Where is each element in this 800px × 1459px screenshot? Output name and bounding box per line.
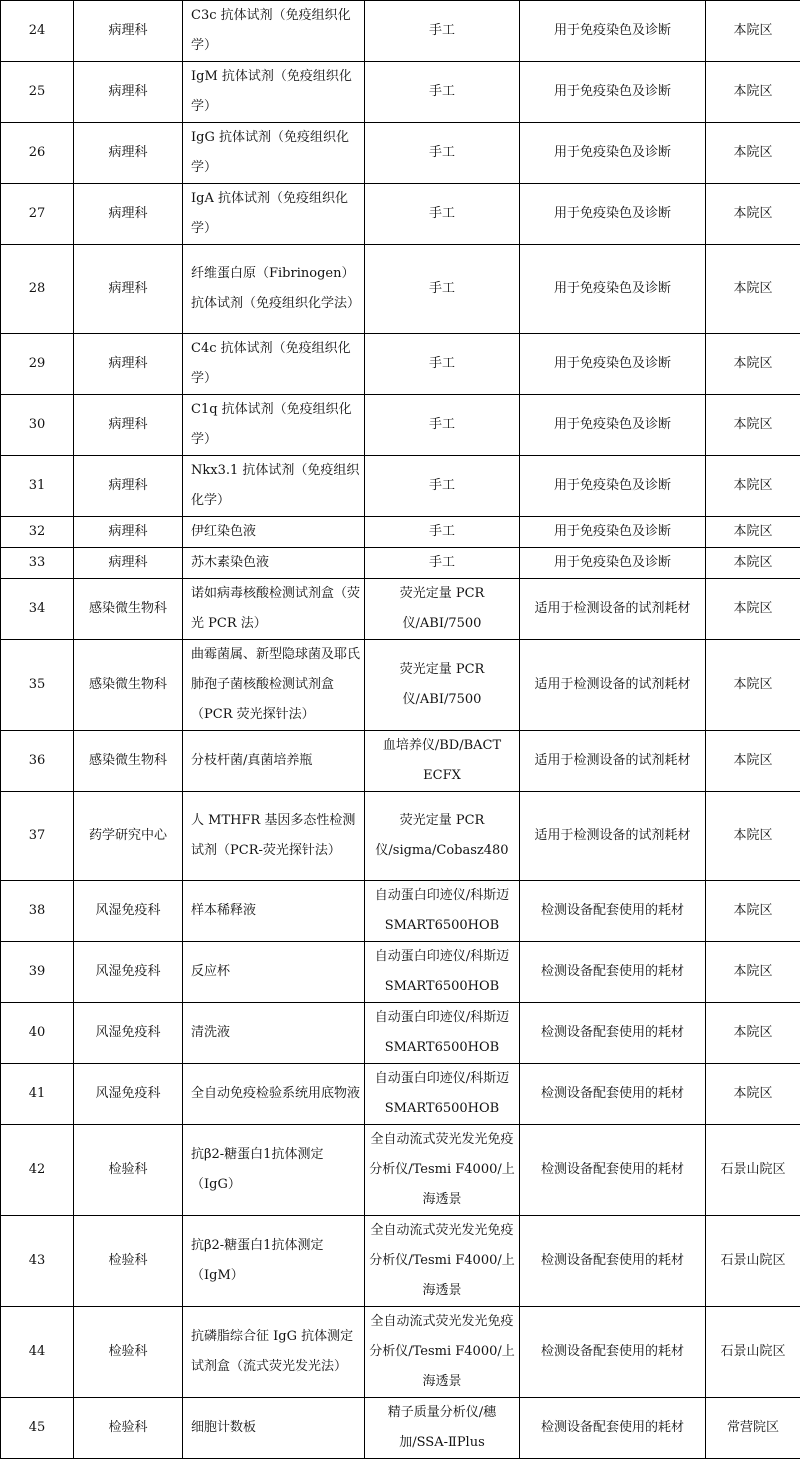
campus-cell: 本院区	[706, 1003, 800, 1064]
usage-cell: 用于免疫染色及诊断	[520, 62, 706, 123]
campus-cell: 本院区	[706, 548, 800, 579]
table-row	[1, 548, 800, 579]
campus-cell: 石景山院区	[706, 1125, 800, 1216]
method-instrument-cell: 手工	[365, 123, 520, 184]
usage-cell: 用于免疫染色及诊断	[520, 245, 706, 334]
campus-cell: 石景山院区	[706, 1216, 800, 1307]
method-instrument-cell: 手工	[365, 395, 520, 456]
row-number-cell: 32	[1, 517, 74, 548]
campus-cell: 本院区	[706, 395, 800, 456]
row-number-cell: 40	[1, 1003, 74, 1064]
usage-cell: 检测设备配套使用的耗材	[520, 881, 706, 942]
method-instrument-cell: 荧光定量 PCR 仪/sigma/Cobasz480	[365, 792, 520, 881]
usage-cell: 检测设备配套使用的耗材	[520, 1216, 706, 1307]
table-row	[1, 881, 800, 942]
campus-cell: 本院区	[706, 881, 800, 942]
reagent-name-cell: 抗β2-糖蛋白1抗体测定（IgM）	[183, 1216, 365, 1307]
reagent-name-cell: 清洗液	[183, 1003, 365, 1064]
reagent-name-cell: IgG 抗体试剂（免疫组织化学）	[183, 123, 365, 184]
table-row	[1, 517, 800, 548]
campus-cell: 本院区	[706, 184, 800, 245]
usage-cell: 检测设备配套使用的耗材	[520, 1064, 706, 1125]
reagent-name-cell: 全自动免疫检验系统用底物液	[183, 1064, 365, 1125]
campus-cell: 本院区	[706, 334, 800, 395]
usage-cell: 用于免疫染色及诊断	[520, 517, 706, 548]
campus-cell: 本院区	[706, 579, 800, 640]
table-row	[1, 184, 800, 245]
department-cell: 风湿免疫科	[74, 881, 183, 942]
campus-cell: 本院区	[706, 792, 800, 881]
campus-cell: 本院区	[706, 942, 800, 1003]
row-number-cell: 24	[1, 1, 74, 62]
reagent-name-cell: 细胞计数板	[183, 1398, 365, 1459]
usage-cell: 适用于检测设备的试剂耗材	[520, 579, 706, 640]
usage-cell: 检测设备配套使用的耗材	[520, 1125, 706, 1216]
method-instrument-cell: 全自动流式荧光发光免疫分析仪/Tesmi F4000/上海透景	[365, 1307, 520, 1398]
table-row	[1, 1307, 800, 1398]
table-row	[1, 1064, 800, 1125]
reagent-name-cell: 纤维蛋白原（Fibrinogen）抗体试剂（免疫组织化学法）	[183, 245, 365, 334]
reagent-name-cell: C3c 抗体试剂（免疫组织化学）	[183, 1, 365, 62]
method-instrument-cell: 手工	[365, 548, 520, 579]
department-cell: 风湿免疫科	[74, 1003, 183, 1064]
department-cell: 病理科	[74, 1, 183, 62]
department-cell: 风湿免疫科	[74, 1064, 183, 1125]
row-number-cell: 33	[1, 548, 74, 579]
row-number-cell: 45	[1, 1398, 74, 1459]
method-instrument-cell: 自动蛋白印迹仪/科斯迈 SMART6500HOB	[365, 881, 520, 942]
table-row	[1, 731, 800, 792]
method-instrument-cell: 手工	[365, 184, 520, 245]
reagent-name-cell: IgM 抗体试剂（免疫组织化学）	[183, 62, 365, 123]
department-cell: 感染微生物科	[74, 640, 183, 731]
reagent-name-cell: C1q 抗体试剂（免疫组织化学）	[183, 395, 365, 456]
row-number-cell: 38	[1, 881, 74, 942]
reagent-name-cell: 人 MTHFR 基因多态性检测试剂（PCR-荧光探针法）	[183, 792, 365, 881]
reagent-name-cell: 抗磷脂综合征 IgG 抗体测定试剂盒（流式荧光发光法）	[183, 1307, 365, 1398]
department-cell: 病理科	[74, 334, 183, 395]
method-instrument-cell: 手工	[365, 456, 520, 517]
method-instrument-cell: 荧光定量 PCR 仪/ABI/7500	[365, 579, 520, 640]
department-cell: 检验科	[74, 1398, 183, 1459]
usage-cell: 用于免疫染色及诊断	[520, 456, 706, 517]
usage-cell: 用于免疫染色及诊断	[520, 334, 706, 395]
department-cell: 药学研究中心	[74, 792, 183, 881]
reagent-name-cell: 样本稀释液	[183, 881, 365, 942]
table-row	[1, 1125, 800, 1216]
department-cell: 感染微生物科	[74, 579, 183, 640]
method-instrument-cell: 手工	[365, 517, 520, 548]
campus-cell: 石景山院区	[706, 1307, 800, 1398]
department-cell: 病理科	[74, 548, 183, 579]
campus-cell: 本院区	[706, 245, 800, 334]
table-row	[1, 1216, 800, 1307]
row-number-cell: 27	[1, 184, 74, 245]
department-cell: 检验科	[74, 1125, 183, 1216]
department-cell: 病理科	[74, 62, 183, 123]
usage-cell: 适用于检测设备的试剂耗材	[520, 731, 706, 792]
table-row	[1, 1003, 800, 1064]
campus-cell: 本院区	[706, 1, 800, 62]
table-row	[1, 245, 800, 334]
table-row	[1, 942, 800, 1003]
campus-cell: 本院区	[706, 517, 800, 548]
campus-cell: 本院区	[706, 123, 800, 184]
method-instrument-cell: 全自动流式荧光发光免疫分析仪/Tesmi F4000/上海透景	[365, 1216, 520, 1307]
method-instrument-cell: 手工	[365, 62, 520, 123]
row-number-cell: 41	[1, 1064, 74, 1125]
table-row	[1, 1, 800, 62]
method-instrument-cell: 手工	[365, 334, 520, 395]
table-row	[1, 123, 800, 184]
department-cell: 病理科	[74, 184, 183, 245]
campus-cell: 本院区	[706, 731, 800, 792]
table-row	[1, 334, 800, 395]
campus-cell: 本院区	[706, 1064, 800, 1125]
table-row	[1, 456, 800, 517]
row-number-cell: 28	[1, 245, 74, 334]
table-row	[1, 62, 800, 123]
method-instrument-cell: 全自动流式荧光发光免疫分析仪/Tesmi F4000/上海透景	[365, 1125, 520, 1216]
department-cell: 检验科	[74, 1216, 183, 1307]
usage-cell: 用于免疫染色及诊断	[520, 184, 706, 245]
row-number-cell: 44	[1, 1307, 74, 1398]
usage-cell: 用于免疫染色及诊断	[520, 123, 706, 184]
department-cell: 检验科	[74, 1307, 183, 1398]
department-cell: 风湿免疫科	[74, 942, 183, 1003]
usage-cell: 检测设备配套使用的耗材	[520, 1003, 706, 1064]
table-row	[1, 640, 800, 731]
reagent-name-cell: C4c 抗体试剂（免疫组织化学）	[183, 334, 365, 395]
method-instrument-cell: 荧光定量 PCR 仪/ABI/7500	[365, 640, 520, 731]
row-number-cell: 43	[1, 1216, 74, 1307]
row-number-cell: 39	[1, 942, 74, 1003]
reagent-name-cell: 曲霉菌属、新型隐球菌及耶氏肺孢子菌核酸检测试剂盒（PCR 荧光探针法）	[183, 640, 365, 731]
department-cell: 病理科	[74, 517, 183, 548]
method-instrument-cell: 血培养仪/BD/BACT ECFX	[365, 731, 520, 792]
row-number-cell: 35	[1, 640, 74, 731]
row-number-cell: 42	[1, 1125, 74, 1216]
method-instrument-cell: 自动蛋白印迹仪/科斯迈 SMART6500HOB	[365, 942, 520, 1003]
method-instrument-cell: 自动蛋白印迹仪/科斯迈 SMART6500HOB	[365, 1003, 520, 1064]
row-number-cell: 37	[1, 792, 74, 881]
usage-cell: 检测设备配套使用的耗材	[520, 942, 706, 1003]
reagent-name-cell: 抗β2-糖蛋白1抗体测定（IgG）	[183, 1125, 365, 1216]
usage-cell: 适用于检测设备的试剂耗材	[520, 640, 706, 731]
campus-cell: 本院区	[706, 62, 800, 123]
row-number-cell: 36	[1, 731, 74, 792]
department-cell: 病理科	[74, 123, 183, 184]
usage-cell: 适用于检测设备的试剂耗材	[520, 792, 706, 881]
table-row	[1, 792, 800, 881]
table-row	[1, 395, 800, 456]
method-instrument-cell: 精子质量分析仪/穗加/SSA-ⅡPlus	[365, 1398, 520, 1459]
department-cell: 病理科	[74, 395, 183, 456]
usage-cell: 检测设备配套使用的耗材	[520, 1398, 706, 1459]
usage-cell: 检测设备配套使用的耗材	[520, 1307, 706, 1398]
usage-cell: 用于免疫染色及诊断	[520, 395, 706, 456]
method-instrument-cell: 手工	[365, 1, 520, 62]
table-body	[1, 1, 800, 1459]
campus-cell: 本院区	[706, 456, 800, 517]
reagent-name-cell: IgA 抗体试剂（免疫组织化学）	[183, 184, 365, 245]
department-cell: 感染微生物科	[74, 731, 183, 792]
method-instrument-cell: 自动蛋白印迹仪/科斯迈 SMART6500HOB	[365, 1064, 520, 1125]
reagent-name-cell: 苏木素染色液	[183, 548, 365, 579]
row-number-cell: 31	[1, 456, 74, 517]
reagent-name-cell: 伊红染色液	[183, 517, 365, 548]
row-number-cell: 29	[1, 334, 74, 395]
table-row	[1, 579, 800, 640]
reagent-name-cell: 分枝杆菌/真菌培养瓶	[183, 731, 365, 792]
campus-cell: 常营院区	[706, 1398, 800, 1459]
row-number-cell: 34	[1, 579, 74, 640]
table-row	[1, 1398, 800, 1459]
row-number-cell: 30	[1, 395, 74, 456]
reagent-name-cell: Nkx3.1 抗体试剂（免疫组织化学）	[183, 456, 365, 517]
reagent-name-cell: 反应杯	[183, 942, 365, 1003]
department-cell: 病理科	[74, 245, 183, 334]
method-instrument-cell: 手工	[365, 245, 520, 334]
reagent-name-cell: 诺如病毒核酸检测试剂盒（荧光 PCR 法）	[183, 579, 365, 640]
usage-cell: 用于免疫染色及诊断	[520, 1, 706, 62]
usage-cell: 用于免疫染色及诊断	[520, 548, 706, 579]
row-number-cell: 26	[1, 123, 74, 184]
campus-cell: 本院区	[706, 640, 800, 731]
department-cell: 病理科	[74, 456, 183, 517]
row-number-cell: 25	[1, 62, 74, 123]
